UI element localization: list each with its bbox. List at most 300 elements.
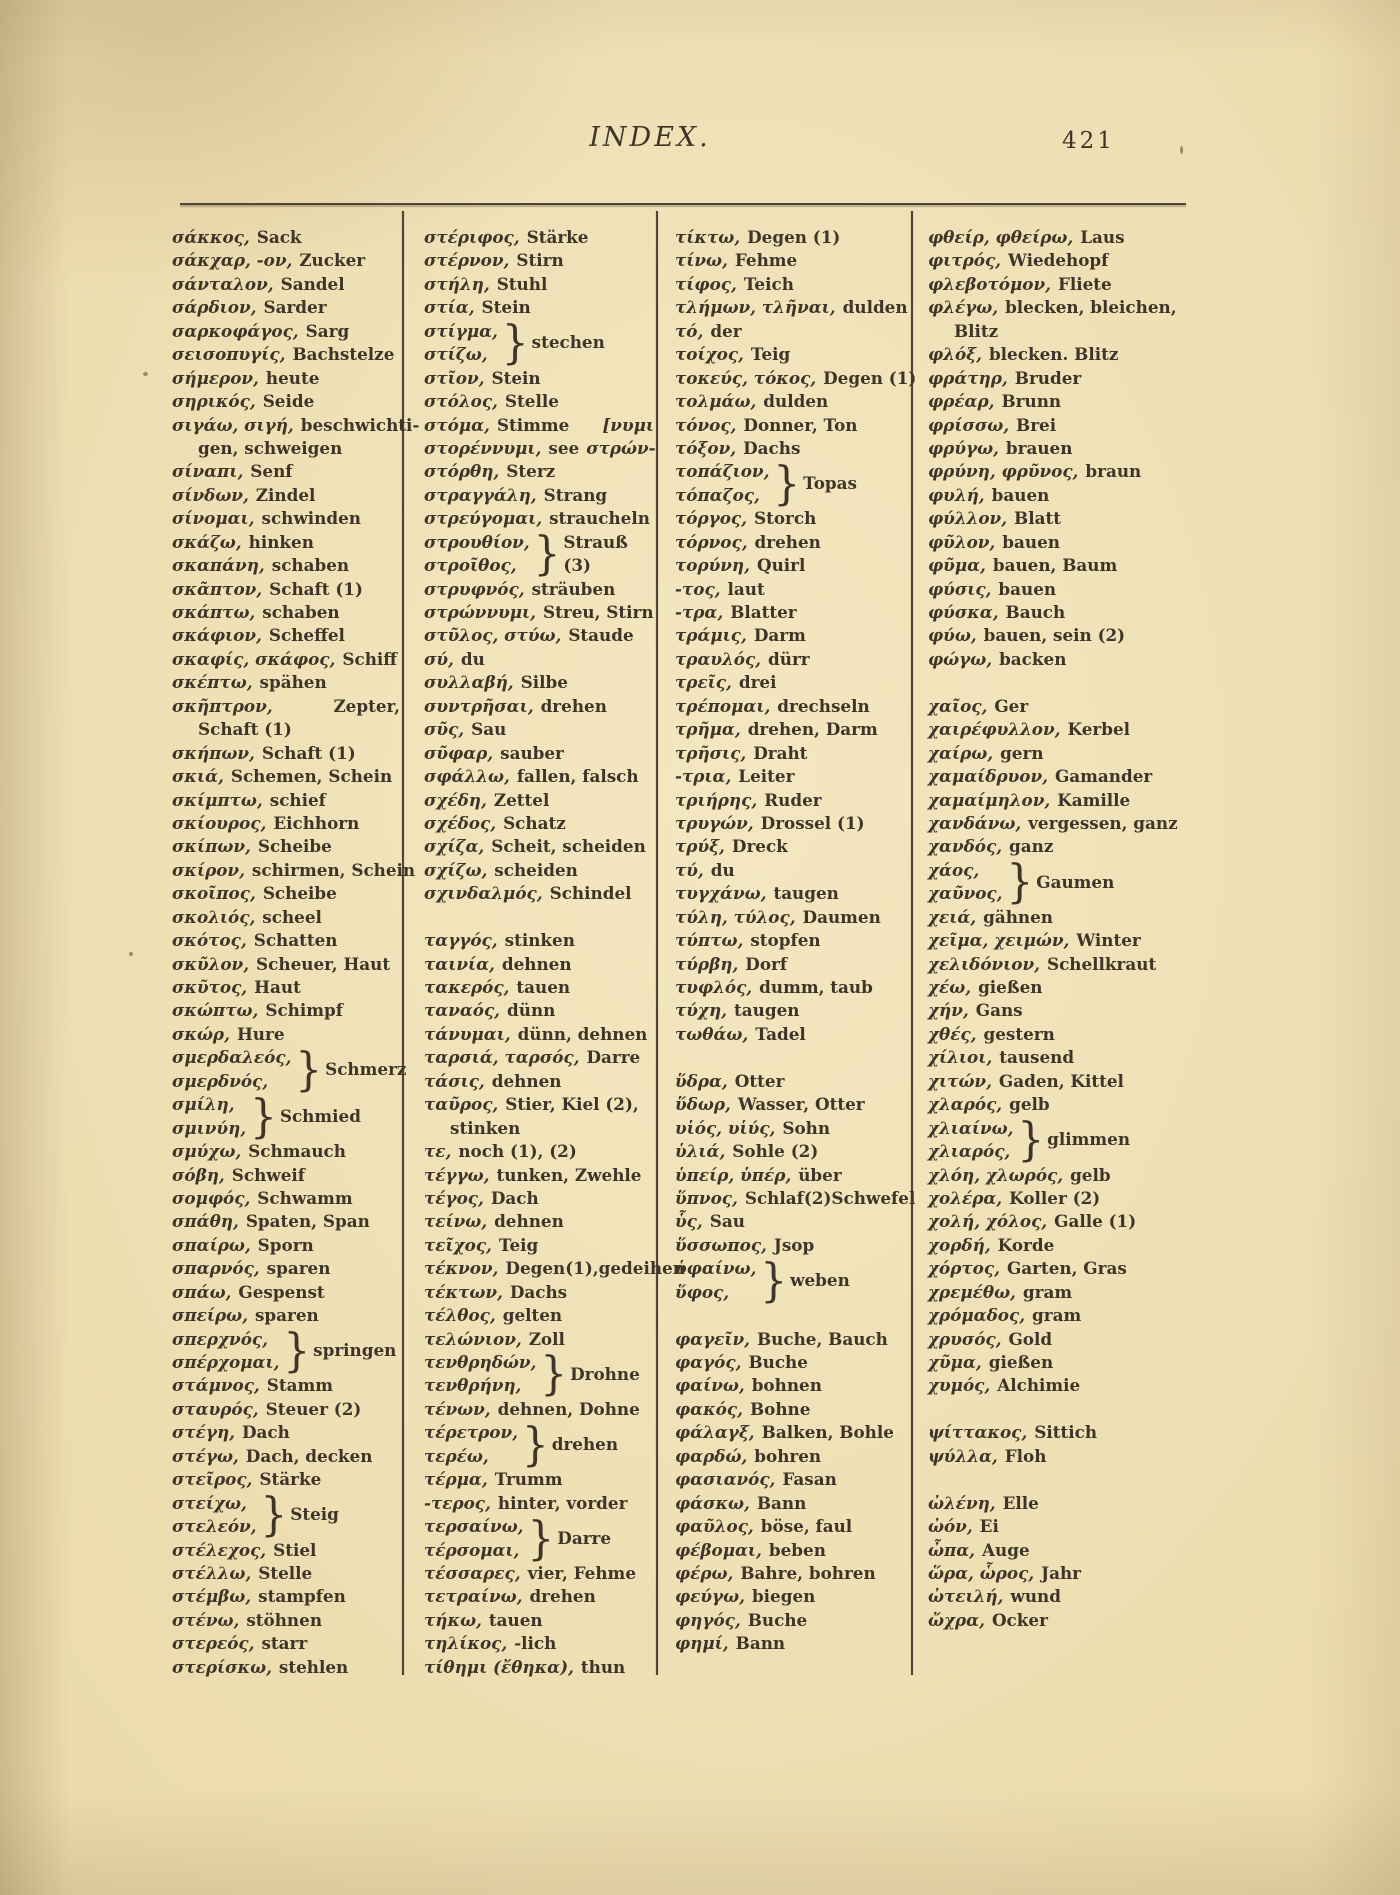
greek-term: τέγγω,: [424, 1164, 490, 1185]
index-entry: [172, 390, 400, 413]
index-entry: [675, 1398, 909, 1421]
greek-term: τράμις,: [675, 625, 747, 646]
greek-term: ὤχρα,: [928, 1609, 985, 1630]
brace-line: [424, 1515, 524, 1538]
greek-term: φαίνω,: [675, 1375, 745, 1396]
greek-term: σίναπι,: [172, 461, 244, 482]
greek-term: χαῦνος,: [928, 883, 1003, 904]
german-gloss: Stiel: [273, 1539, 317, 1560]
index-entry: [424, 296, 654, 319]
german-gloss: Draht: [753, 742, 808, 763]
section-gap: [928, 671, 1188, 694]
index-entry: [424, 414, 654, 437]
greek-term: φύω,: [928, 625, 977, 646]
greek-term: σκίρον,: [172, 859, 245, 880]
index-entry: [675, 1539, 909, 1562]
index-entry: [675, 390, 909, 413]
index-entry: [675, 1210, 909, 1233]
greek-term: σκώρ,: [172, 1023, 230, 1044]
column-separator: [911, 211, 913, 1675]
index-entry: [675, 812, 909, 835]
index-entry: [172, 1445, 400, 1468]
brace-greek-terms: [172, 1328, 279, 1375]
greek-term: στελεόν,: [172, 1516, 257, 1537]
index-entry: [928, 1539, 1188, 1562]
greek-term: σκᾶπτον,: [172, 578, 263, 599]
index-entry: [424, 1257, 685, 1280]
german-gloss: Scheit, scheiden: [491, 836, 646, 857]
german-gloss: Fliete: [1057, 273, 1112, 294]
index-entry: [172, 273, 400, 296]
german-gloss: Gamander: [1054, 766, 1153, 787]
german-gloss: Dach: [242, 1422, 290, 1443]
greek-term: τραυλός,: [675, 648, 762, 669]
brace-line: [172, 1046, 291, 1069]
brace-glyph: }: [533, 527, 561, 581]
german-gloss: sparen: [266, 1258, 331, 1279]
german-gloss: Schwamm: [257, 1187, 353, 1208]
brace-greek-terms: [172, 1492, 257, 1539]
german-gloss: Garten, Gras: [1006, 1258, 1127, 1279]
greek-term: -τρια,: [675, 766, 732, 787]
greek-term: τυφλός,: [675, 977, 753, 998]
greek-term: στρώννυμι,: [424, 602, 536, 623]
greek-term: χειά,: [928, 906, 977, 927]
index-entry: [675, 1562, 909, 1585]
german-gloss: Dachs: [743, 437, 801, 458]
index-entry-brace-group: [424, 1511, 654, 1565]
index-entry: [675, 531, 909, 554]
greek-term: τέκτων,: [424, 1281, 503, 1302]
german-gloss: scheel: [262, 906, 322, 927]
german-gloss: gähnen: [983, 906, 1054, 927]
german-gloss: Scheffel: [268, 625, 345, 646]
german-gloss: braun: [1085, 461, 1142, 482]
greek-term: τόνος,: [675, 414, 737, 435]
index-entry: [424, 226, 654, 249]
german-gloss: Zoll: [528, 1328, 565, 1349]
german-gloss: Dachs: [509, 1281, 568, 1302]
german-gloss: Senf: [250, 461, 293, 482]
greek-term: χήν,: [928, 1000, 969, 1021]
german-gloss: stopfen: [750, 930, 821, 951]
german-gloss: Fehme: [734, 250, 798, 271]
index-entry: [928, 624, 1188, 647]
index-entry: [928, 507, 1188, 530]
german-gloss: Darm: [753, 625, 806, 646]
index-entry: [928, 226, 1188, 249]
brace-greek-terms: [172, 1046, 291, 1093]
index-entry: [424, 1585, 654, 1608]
greek-term: [νυμι: [602, 414, 654, 435]
german-gloss: vergessen, ganz: [1028, 812, 1178, 833]
index-entry: [675, 1421, 909, 1444]
index-entry: [172, 906, 400, 929]
german-gloss: Gespenst: [238, 1281, 325, 1302]
greek-term: τελώνιον,: [424, 1328, 522, 1349]
german-gloss: Ei: [979, 1516, 999, 1537]
greek-term: τερέω,: [424, 1445, 489, 1466]
index-entry: [424, 812, 654, 835]
index-entry: [172, 765, 400, 788]
index-entry: [675, 273, 909, 296]
german-gloss: Auge: [982, 1539, 1030, 1560]
greek-term: σίνδων,: [172, 484, 249, 505]
greek-term: τενθρηδών,: [424, 1352, 537, 1373]
greek-term: φρύγω,: [928, 437, 999, 458]
greek-term: συλλαβή,: [424, 672, 514, 693]
brace-line: [424, 1421, 518, 1444]
german-gloss: Sporn: [257, 1234, 314, 1255]
index-entry: [675, 367, 917, 390]
greek-term: φεύγω,: [675, 1586, 745, 1607]
german-gloss: wund: [1010, 1586, 1061, 1607]
index-entry: [928, 1609, 1188, 1632]
greek-term: σμερδαλεός,: [172, 1047, 292, 1068]
index-entry-brace-group: [424, 1347, 654, 1401]
greek-term: ψίττακος,: [928, 1422, 1028, 1443]
index-entry-brace-group: [424, 316, 654, 370]
greek-term: στέμβω,: [172, 1586, 252, 1607]
greek-term: ὕδωρ,: [675, 1094, 731, 1115]
german-gloss: spähen: [259, 672, 327, 693]
greek-term: σχέδη,: [424, 789, 487, 810]
brace-line: [424, 1539, 524, 1562]
greek-term: στόλος,: [424, 391, 498, 412]
brace-greek-terms: [424, 531, 530, 578]
index-entry: [424, 695, 654, 718]
greek-term: χαῖος,: [928, 695, 988, 716]
german-gloss: Scheibe: [262, 883, 337, 904]
greek-term: τίφος,: [675, 273, 737, 294]
section-gap: [675, 1304, 909, 1327]
index-entry: [172, 1187, 400, 1210]
index-entry: [675, 1070, 909, 1093]
greek-term: χρυσός,: [928, 1328, 1002, 1349]
greek-term: σκῦλον,: [172, 953, 250, 974]
german-gloss: dulden: [763, 391, 829, 412]
index-entry: [675, 1023, 909, 1046]
german-gloss: bohren: [754, 1445, 822, 1466]
index-entry-continuation: [424, 1117, 654, 1140]
german-gloss: Ruder: [764, 789, 822, 810]
greek-term: σάνταλον,: [172, 273, 274, 294]
german-gloss: Sarder: [263, 297, 327, 318]
greek-term: τρῆμα,: [675, 719, 741, 740]
greek-term: σκίπων,: [172, 836, 251, 857]
german-gloss: Elle: [1002, 1492, 1039, 1513]
greek-term: ψύλλα,: [928, 1445, 998, 1466]
greek-term: σταυρός,: [172, 1398, 259, 1419]
index-entry: [928, 578, 1188, 601]
index-entry: [675, 789, 909, 812]
greek-term: -τος,: [675, 578, 721, 599]
index-entry: [928, 718, 1188, 741]
german-gloss: Strang: [543, 484, 608, 505]
index-entry-brace-group: [675, 1253, 909, 1307]
index-entry: [928, 812, 1188, 835]
german-gloss: Storch: [753, 508, 817, 529]
brace-line: [172, 1093, 246, 1116]
index-entry: [172, 1539, 400, 1562]
greek-term: χελιδόνιον,: [928, 953, 1040, 974]
german-gloss: Tadel: [755, 1023, 806, 1044]
greek-term: σάκχαρ, -ον,: [172, 250, 293, 271]
greek-term: σπερχνός,: [172, 1328, 268, 1349]
greek-term: σπάθη,: [172, 1211, 239, 1232]
german-gloss: glimmen: [1047, 1129, 1131, 1150]
greek-term: φρίσσω,: [928, 414, 1010, 435]
greek-term: χαίρω,: [928, 742, 994, 763]
greek-term: σῦς,: [424, 719, 465, 740]
german-gloss: Buche, Bauch: [756, 1328, 888, 1349]
index-entry: [675, 765, 909, 788]
german-gloss: stechen: [531, 332, 605, 353]
greek-term: χθές,: [928, 1023, 977, 1044]
index-entry: [675, 1187, 916, 1210]
index-entry: [172, 1281, 400, 1304]
greek-term: τέρμα,: [424, 1469, 488, 1490]
german-gloss: dehnen: [491, 1070, 562, 1091]
index-entry: [928, 414, 1188, 437]
index-entry: [675, 1632, 909, 1655]
greek-term: ὥρα, ὧρος,: [928, 1562, 1035, 1583]
index-entry: [675, 1609, 909, 1632]
greek-term: ταινία,: [424, 953, 495, 974]
index-entry: [172, 414, 420, 437]
german-gloss: Steig: [290, 1504, 339, 1525]
greek-term: τέρετρον,: [424, 1422, 518, 1443]
index-entry: [928, 648, 1188, 671]
index-entry: [424, 484, 654, 507]
greek-term: φρύνη, φρῦνος,: [928, 461, 1079, 482]
greek-term: στέρνον,: [424, 250, 510, 271]
brace-line: [172, 1328, 279, 1351]
brace-greek-terms: [928, 859, 1003, 906]
german-gloss: Stuhl: [496, 273, 548, 294]
german-gloss: gram: [1022, 1281, 1073, 1302]
section-gap: [675, 1046, 909, 1069]
german-gloss: Degen(1),gedeihen: [505, 1258, 685, 1279]
index-entry: [424, 1140, 654, 1163]
index-entry: [172, 531, 400, 554]
index-entry: [172, 507, 400, 530]
greek-term: -τρα,: [675, 602, 724, 623]
index-entry: [928, 929, 1188, 952]
index-entry: [928, 1351, 1188, 1374]
greek-term: τρέπομαι,: [675, 695, 771, 716]
greek-term: τέγος,: [424, 1187, 484, 1208]
index-entry: [424, 671, 654, 694]
german-gloss: Wiedehopf: [1008, 250, 1109, 271]
index-entry: [172, 1164, 400, 1187]
greek-term: τύ,: [675, 859, 704, 880]
greek-term: τυγχάνω,: [675, 883, 767, 904]
index-entry: [172, 1210, 400, 1233]
index-entry: [172, 1632, 400, 1655]
index-entry: [424, 1046, 654, 1069]
index-entry: [424, 1164, 654, 1187]
greek-term: φηγός,: [675, 1609, 741, 1630]
index-entry: [928, 1234, 1188, 1257]
german-gloss: Blitz: [954, 320, 999, 341]
german-gloss: Donner, Ton: [743, 414, 858, 435]
index-entry: [172, 835, 400, 858]
greek-term: σαρκοφάγος,: [172, 320, 299, 341]
greek-term: τίκτω,: [675, 227, 741, 247]
greek-term: χλιαίνω,: [928, 1117, 1014, 1138]
german-gloss: schief: [269, 789, 326, 810]
german-gloss: Staude: [568, 625, 634, 646]
german-gloss: Stein: [481, 297, 531, 318]
greek-term: σμινύη,: [172, 1117, 247, 1138]
german-gloss: Drossel (1): [760, 812, 865, 833]
index-entry: [172, 1140, 400, 1163]
index-entry: [928, 999, 1188, 1022]
greek-term: χίλιοι,: [928, 1047, 993, 1068]
greek-term: χλόη, χλωρός,: [928, 1164, 1064, 1185]
german-gloss: heute: [265, 367, 320, 388]
index-entry: [172, 929, 400, 952]
greek-term: τοπάζιον,: [675, 461, 770, 482]
german-gloss: Stärke: [526, 227, 589, 247]
index-entry: [675, 249, 909, 272]
index-entry: [424, 624, 654, 647]
index-entry: [928, 1070, 1188, 1093]
section-gap: [928, 1398, 1188, 1421]
german-gloss: ganz: [1009, 836, 1054, 857]
greek-term: φλέγω,: [928, 297, 999, 318]
greek-term: σφάλλω,: [424, 766, 510, 787]
greek-term: σκώπτω,: [172, 1000, 259, 1021]
german-gloss: Stier, Kiel (2),: [505, 1094, 639, 1115]
german-gloss: drehen, Darm: [747, 719, 878, 740]
index-entry: [172, 648, 400, 671]
german-gloss: Seide: [262, 391, 315, 412]
greek-term: φαγός,: [675, 1352, 742, 1373]
german-gloss: Topas: [803, 473, 857, 494]
german-gloss: Schimpf: [265, 1000, 343, 1021]
index-entry: [675, 1328, 909, 1351]
german-gloss: Scheuer, Haut: [256, 953, 391, 974]
greek-term: -τερος,: [424, 1492, 491, 1513]
index-entry: [172, 1023, 400, 1046]
greek-term: τό,: [675, 320, 704, 341]
german-gloss: Schatten: [253, 930, 338, 951]
german-gloss: Fasan: [782, 1469, 837, 1490]
greek-term: φλόξ,: [928, 344, 982, 365]
brace-line: [172, 1351, 279, 1374]
greek-term: στάμνος,: [172, 1375, 260, 1396]
index-entry: [928, 390, 1188, 413]
index-entry: [928, 601, 1188, 624]
greek-term: τόπαζος,: [675, 484, 760, 505]
german-gloss: Buche: [747, 1609, 808, 1630]
index-entry: [928, 1492, 1188, 1515]
index-entry: [675, 1468, 909, 1491]
brace-glyph: }: [1017, 1113, 1045, 1166]
index-entry: [424, 976, 654, 999]
greek-term: τύχη,: [675, 1000, 728, 1021]
index-entry: [928, 1046, 1188, 1069]
greek-term: τεῖχος,: [424, 1234, 492, 1255]
index-entry: [424, 1468, 654, 1491]
german-gloss: böse, faul: [760, 1516, 853, 1537]
german-gloss: Bahre, bohren: [740, 1562, 876, 1583]
german-gloss: tausend: [999, 1047, 1075, 1068]
german-gloss: Bauch: [1005, 602, 1066, 622]
index-entry: [172, 226, 400, 249]
german-gloss: Schellkraut: [1046, 953, 1157, 974]
brace-glyph: }: [773, 456, 801, 510]
greek-term: σκίουρος,: [172, 812, 267, 833]
greek-term: σάκκος,: [172, 227, 250, 247]
index-entry: [424, 390, 654, 413]
index-entry: [172, 320, 400, 343]
greek-term: χόρτος,: [928, 1258, 1000, 1279]
german-gloss: bauen, Baum: [992, 555, 1118, 576]
greek-term: στῦλος, στύω,: [424, 625, 562, 646]
greek-term: φύλλον,: [928, 508, 1008, 529]
german-gloss: Bruder: [1014, 367, 1082, 388]
index-entry: [928, 1515, 1188, 1538]
index-entry-continuation: [172, 718, 400, 741]
brace-line: [424, 343, 498, 366]
greek-term: φημί,: [675, 1633, 729, 1654]
index-entry: [675, 671, 909, 694]
german-gloss: dehnen: [494, 1211, 564, 1232]
greek-term: τακερός,: [424, 977, 510, 998]
german-gloss: hinken: [248, 531, 314, 552]
brace-line: [928, 859, 1003, 882]
greek-term: τηλίκος,: [424, 1633, 508, 1654]
index-entry: [675, 1117, 909, 1140]
greek-term: τρῆσις,: [675, 742, 747, 763]
german-gloss: drechseln: [777, 695, 870, 716]
page-number: 421: [1062, 128, 1115, 154]
greek-term: σχέδος,: [424, 812, 497, 833]
german-gloss: -lich: [514, 1633, 557, 1654]
german-gloss: tauen: [488, 1609, 543, 1630]
greek-term: χολέρα,: [928, 1187, 1003, 1208]
index-entry: [928, 1187, 1188, 1210]
index-entry: [675, 695, 909, 718]
german-gloss: drei: [738, 672, 777, 693]
greek-term: χυμός,: [928, 1375, 991, 1396]
german-gloss: Schatz: [503, 812, 566, 833]
index-entry: [424, 601, 654, 624]
german-gloss: der: [710, 320, 742, 341]
german-gloss: dehnen: [501, 953, 572, 974]
greek-term: στροῖθος,: [424, 555, 517, 576]
german-gloss: Haut: [254, 977, 301, 997]
german-gloss: vier, Fehme: [527, 1563, 636, 1584]
greek-term: φαῦλος,: [675, 1516, 754, 1537]
greek-term: σμύχω,: [172, 1141, 242, 1162]
brace-line: [424, 1374, 536, 1397]
index-entry: [928, 1023, 1188, 1046]
greek-term: τόρνος,: [675, 531, 748, 552]
german-gloss: stöhnen: [246, 1609, 323, 1630]
index-entry: [675, 906, 909, 929]
german-gloss: straucheln: [549, 508, 650, 529]
brace-glyph: }: [295, 1042, 323, 1096]
german-gloss: Ger: [994, 695, 1029, 716]
german-gloss: Stelle: [258, 1563, 313, 1583]
german-gloss: Schaft (1): [269, 578, 363, 599]
brace-greek-terms: [424, 1515, 524, 1562]
greek-term: στέλεχος,: [172, 1539, 267, 1560]
